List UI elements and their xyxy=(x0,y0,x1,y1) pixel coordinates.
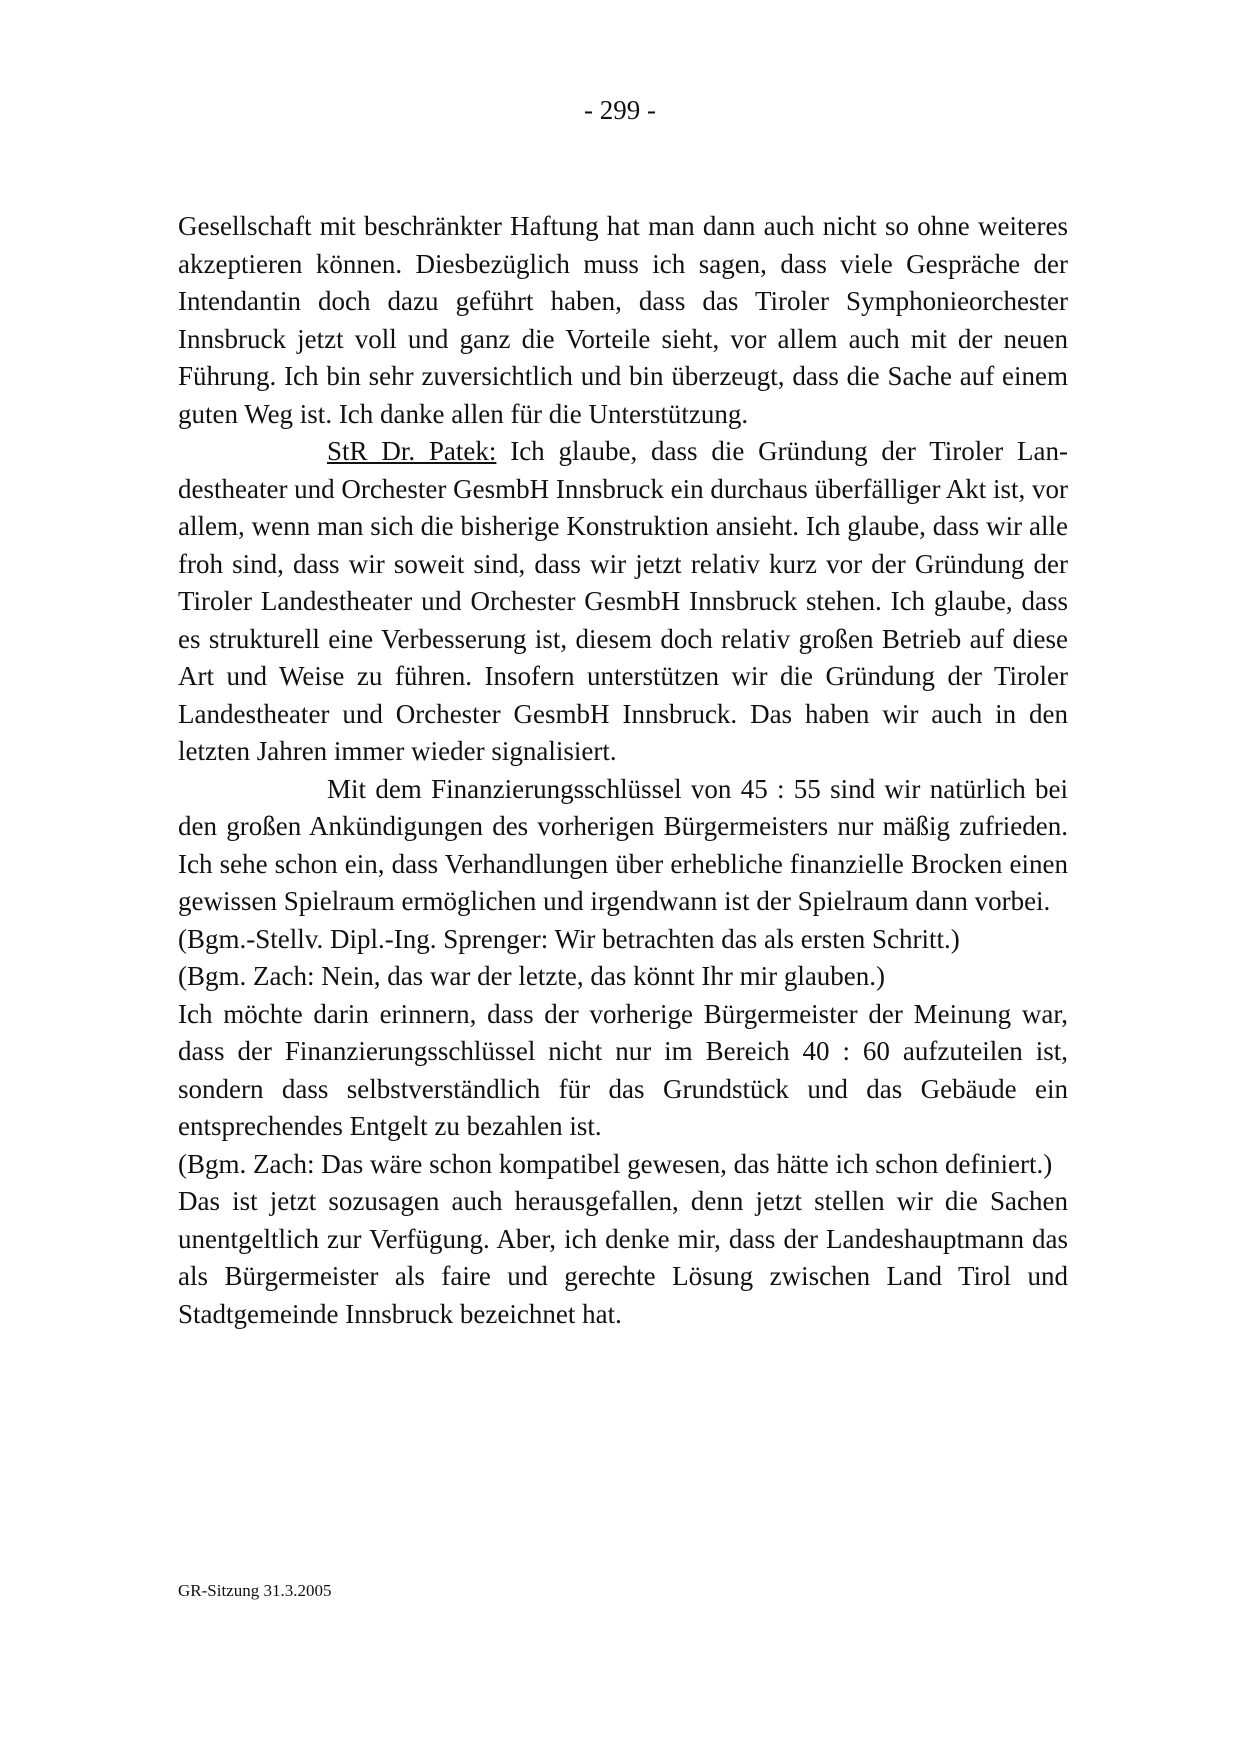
page-number: - 299 - xyxy=(584,95,656,125)
interjection-zach-2: (Bgm. Zach: Das wäre schon kompatibel gewesen, das hätte ich schon definiert.) xyxy=(178,1148,1053,1179)
paragraph-4: Ich möchte darin erinnern, dass der vorherige Bürgermeister der Meinung war, dass der Finanzierungsschlüssel nicht nur im Bereich 40 : 60 aufzuteilen ist, sondern dass selbstverständlich für das Grundstück und das Gebäude ein entsprechendes Entgelt zu bezahlen ist. xyxy=(178,998,1068,1141)
paragraph-5: Das ist jetzt sozusagen auch herausgefallen, denn jetzt stellen wir die Sachen unentgeltlich zur Verfügung. Aber, ich denke mir, dass der Landeshauptmann das als Bürgermeister als faire und gerechte Lösung zwischen Land Tirol und Stadtgemeinde Innsbruck bezeichnet hat. xyxy=(178,1186,1068,1329)
speaker-name: StR Dr. Patek: xyxy=(327,436,497,466)
paragraph-3: Mit dem Finanzierungsschlüssel von 45 : 55 sind wir natürlich bei den großen Ankündigungen des vorherigen Bürgermeisters nur mäßig zufrieden. Ich sehe schon ein, dass Verhandlungen über erhebliche finanzielle Brocken einen gewissen Spielraum ermöglichen und irgendwann ist der Spielraum dann vorbei. xyxy=(178,773,1068,916)
paragraph-1: Gesellschaft mit beschränkter Haftung hat man dann auch nicht so ohne weiteres akzeptieren können. Diesbezüglich muss ich sagen, dass viele Gespräche der Intendantin doch dazu geführt haben, dass das Tiroler Symphonieorchester Innsbruck jetzt voll und ganz die Vorteile sieht, vor allem auch mit der neuen Führung. Ich bin sehr zuversichtlich und bin überzeugt, dass die Sache auf einem guten Weg ist. Ich danke allen für die Unterstützung. xyxy=(178,211,1068,429)
footer-session-date: GR-Sitzung 31.3.2005 xyxy=(178,1581,332,1600)
document-body xyxy=(178,208,1068,1333)
speaker-statement: Ich glaube, dass die Gründung der Tiroler Landestheater und Orchester GesmbH Innsbruck ein durchaus überfälliger Akt ist, vor allem, wenn man sich die bisherige Konstruktion ansieht. Ich glaube, dass wir alle froh sind, dass wir soweit sind, dass wir jetzt relativ kurz vor der Gründung der Tiroler Landestheater und Orchester GesmbH Innsbruck stehen. Ich glaube, dass es strukturell eine Verbesserung ist, diesem doch relativ großen Betrieb auf diese Art und Weise zu führen. Insofern unterstützen wir die Gründung der Tiroler Landestheater und Orchester GesmbH Innsbruck. Das haben wir auch in den letzten Jahren immer wieder signalisiert. xyxy=(178,436,1068,766)
interjection-sprenger: (Bgm.-Stellv. Dipl.-Ing. Sprenger: Wir betrachten das als ersten Schritt.) xyxy=(178,923,960,954)
interjection-zach-1: (Bgm. Zach: Nein, das war der letzte, das könnt Ihr mir glauben.) xyxy=(178,961,886,991)
paragraph-speaker-patek xyxy=(178,433,1068,771)
